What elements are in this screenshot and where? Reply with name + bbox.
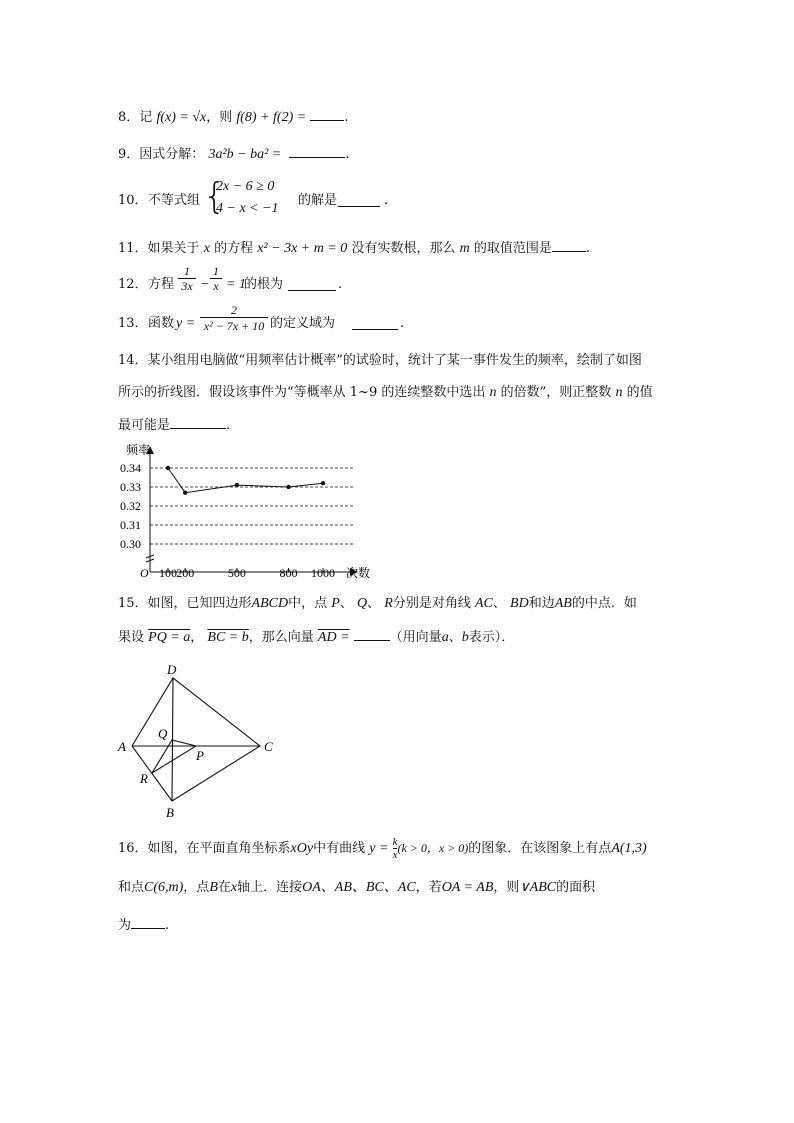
fraction [200, 303, 268, 334]
question-11 [118, 239, 590, 258]
answer-blank[interactable] [552, 239, 586, 252]
curve-condition: (k > 0，x > 0) [397, 841, 469, 855]
brace-symbol: { [203, 176, 226, 217]
x-tick-label: 500 [227, 566, 246, 580]
question-text: 记 [139, 110, 153, 125]
point-b: B [209, 880, 218, 895]
question-text: 最可能是 [118, 418, 171, 433]
y-tick-label: 0.30 [120, 537, 141, 551]
question-text: 表示）． [468, 630, 515, 645]
question-number: 10． [118, 193, 148, 208]
point-c: C(6,m) [144, 880, 184, 895]
point-q-label: Q [158, 726, 168, 741]
question-text: 所示的折线图．假设该事件为“等概率从 1~9 的连续整数中选出 [118, 385, 486, 400]
question-number: 8． [118, 110, 140, 125]
separator: ， [190, 630, 204, 645]
period: . [345, 147, 350, 162]
question-number: 13． [118, 316, 148, 331]
condition: OA = AB [441, 880, 494, 895]
separator: 、 [448, 630, 462, 645]
equation-rhs: = 1 [226, 277, 246, 292]
question-text: ，则 [206, 110, 233, 125]
fraction-2 [210, 264, 222, 293]
y-tick-label: 0.31 [120, 518, 141, 532]
question-text: 在 [217, 880, 231, 895]
point-a: A(1,3) [611, 841, 647, 856]
inequality-1: 2x − 6 ≥ 0 [216, 179, 275, 194]
point-label: R [384, 596, 393, 611]
answer-blank[interactable] [131, 916, 165, 929]
question-text: 的解是 [298, 193, 338, 208]
y-tick-label: 0.33 [120, 480, 141, 494]
function-definition: f(x) = √x [156, 110, 207, 125]
numerator: 2 [231, 303, 237, 317]
equation: x² − 3x + m = 0 [257, 241, 348, 256]
point-b-label: B [166, 805, 174, 820]
question-text: 方程 [148, 277, 175, 292]
period: . [384, 193, 389, 208]
question-text: 果设 [118, 630, 145, 645]
question-text: 的值 [626, 385, 653, 400]
expression: 3a²b − ba² = [208, 147, 282, 162]
question-text: 分别是对角线 [392, 596, 471, 611]
period: . [400, 316, 405, 331]
period: . [344, 110, 349, 125]
x-tick-label: 800 [279, 566, 298, 580]
function-lhs: y = [176, 316, 196, 331]
point-c-label: C [264, 739, 273, 754]
triangle-pqr [152, 740, 196, 773]
separator: 、 [367, 596, 381, 611]
question-text: 15．如图，已知四边形 [118, 596, 252, 611]
answer-blank[interactable] [288, 278, 336, 291]
question-16-line-1 [118, 836, 647, 861]
question-text: 的根为 [244, 277, 284, 292]
origin-label: O [140, 566, 149, 580]
period: . [338, 277, 343, 292]
question-text: 和点 [118, 880, 145, 895]
question-number: 9． [118, 147, 140, 162]
x-tick-label: 200 [176, 566, 195, 580]
question-text: 的中点．如 [571, 596, 637, 611]
segment-label: AB [554, 596, 572, 611]
variable-x: x [203, 241, 210, 256]
answer-blank[interactable] [354, 628, 390, 641]
question-text: 因式分解： [139, 147, 205, 162]
answer-blank[interactable] [338, 194, 380, 207]
question-text: ，点 [183, 880, 210, 895]
numerator: k [392, 836, 398, 848]
quadrilateral-abcd [132, 678, 260, 801]
data-point [166, 466, 170, 470]
question-16-line-3 [118, 916, 169, 935]
frequency-line-chart [118, 440, 378, 585]
vector-b: b [461, 630, 469, 645]
data-point [321, 481, 325, 485]
data-point [235, 483, 239, 487]
series-line [168, 468, 323, 493]
question-text: 中有曲线 [313, 841, 366, 856]
question-text: ，那么向量 [248, 630, 314, 645]
period: . [165, 918, 170, 933]
question-text: 的定义域为 [270, 316, 336, 331]
data-point [286, 485, 290, 489]
question-text: 如果关于 [147, 241, 200, 256]
question-number: 11． [118, 241, 148, 256]
question-8 [118, 108, 348, 127]
vector-definition: PQ = a [148, 630, 191, 645]
period: . [585, 241, 591, 256]
question-text: ，若 [415, 880, 442, 895]
question-text: 函数 [148, 316, 175, 331]
curve-lhs: y = [369, 841, 389, 856]
segment-label: AC [474, 596, 493, 611]
denominator: 3x [181, 279, 193, 293]
question-14-line-3 [118, 416, 230, 435]
data-point [183, 491, 187, 495]
minus-sign: − [200, 277, 210, 292]
period: . [226, 418, 231, 433]
question-text: 16．如图，在平面直角坐标系 [118, 841, 291, 856]
answer-blank[interactable] [310, 108, 344, 121]
question-text: 的倍数”，则正整数 [500, 385, 612, 400]
question-text: 的面积 [556, 880, 596, 895]
point-d-label: D [167, 662, 177, 677]
quadrilateral-diagram [110, 658, 290, 823]
y-tick-label: 0.32 [120, 499, 141, 513]
variable-n: n [489, 385, 497, 400]
question-text: 中，点 [288, 596, 328, 611]
variable-m: m [459, 241, 470, 256]
vector-definition: BC = b [207, 630, 249, 645]
vector-a: a [441, 630, 449, 645]
question-text: ，则 [493, 880, 520, 895]
numerator: 1 [213, 264, 219, 278]
denominator: x [392, 849, 398, 861]
question-text: （用向量 [389, 630, 442, 645]
y-tick-label: 0.34 [120, 461, 141, 475]
separator: 、 [339, 596, 353, 611]
variable-n: n [615, 385, 623, 400]
point-label: Q [356, 596, 368, 611]
question-9 [118, 145, 350, 164]
segment-label: BD [510, 596, 529, 611]
question-text: 为 [118, 918, 132, 933]
question-15-line-1 [118, 595, 637, 613]
answer-blank[interactable] [352, 317, 398, 330]
question-text: 的取值范围是 [473, 241, 552, 256]
answer-blank[interactable] [289, 145, 345, 158]
triangle-name: ∨ABC [519, 880, 557, 895]
numerator: 1 [184, 264, 190, 278]
question-15-line-2 [118, 628, 514, 647]
segments: OA、AB、BC、AC [302, 880, 416, 895]
question-number: 12． [118, 277, 148, 292]
separator: 、 [492, 596, 506, 611]
inequality-2: 4 − x < −1 [216, 201, 279, 216]
x-tick-label: 1000 [311, 566, 335, 580]
quadrilateral-name: ABCD [251, 596, 289, 611]
vector-target: AD = [317, 630, 350, 645]
question-14-line-2 [118, 384, 653, 402]
point-label: P [331, 596, 340, 611]
question-text: 不等式组 [148, 193, 201, 208]
point-a-label: A [118, 739, 126, 754]
question-text: 没有实数根，那么 [351, 241, 456, 256]
x-axis-label: 次数 [346, 566, 371, 580]
question-14-line-1: 14．某小组用电脑做“用频率估计概率”的试验时，统计了某一事件发生的频率，绘制了如图 [118, 353, 642, 368]
denominator: x [213, 279, 219, 293]
question-text: 的图象．在该图象上有点 [468, 841, 612, 856]
answer-blank[interactable] [170, 416, 226, 429]
point-p-label: P [196, 748, 204, 763]
point-r-label: R [140, 771, 148, 786]
y-axis-label: 频率 [126, 443, 151, 457]
denominator: x² − 7x + 10 [203, 319, 265, 333]
coordinate-system: xOy [290, 841, 314, 856]
question-text: 和边 [528, 596, 555, 611]
question-16-line-2 [118, 879, 595, 897]
fraction-1 [178, 264, 196, 293]
question-text: 轴上．连接 [237, 880, 303, 895]
axis-name: x [230, 880, 238, 895]
expression: f(8) + f(2) = [236, 110, 307, 125]
question-text: 的方程 [214, 241, 254, 256]
x-tick-label: 100 [159, 566, 177, 580]
